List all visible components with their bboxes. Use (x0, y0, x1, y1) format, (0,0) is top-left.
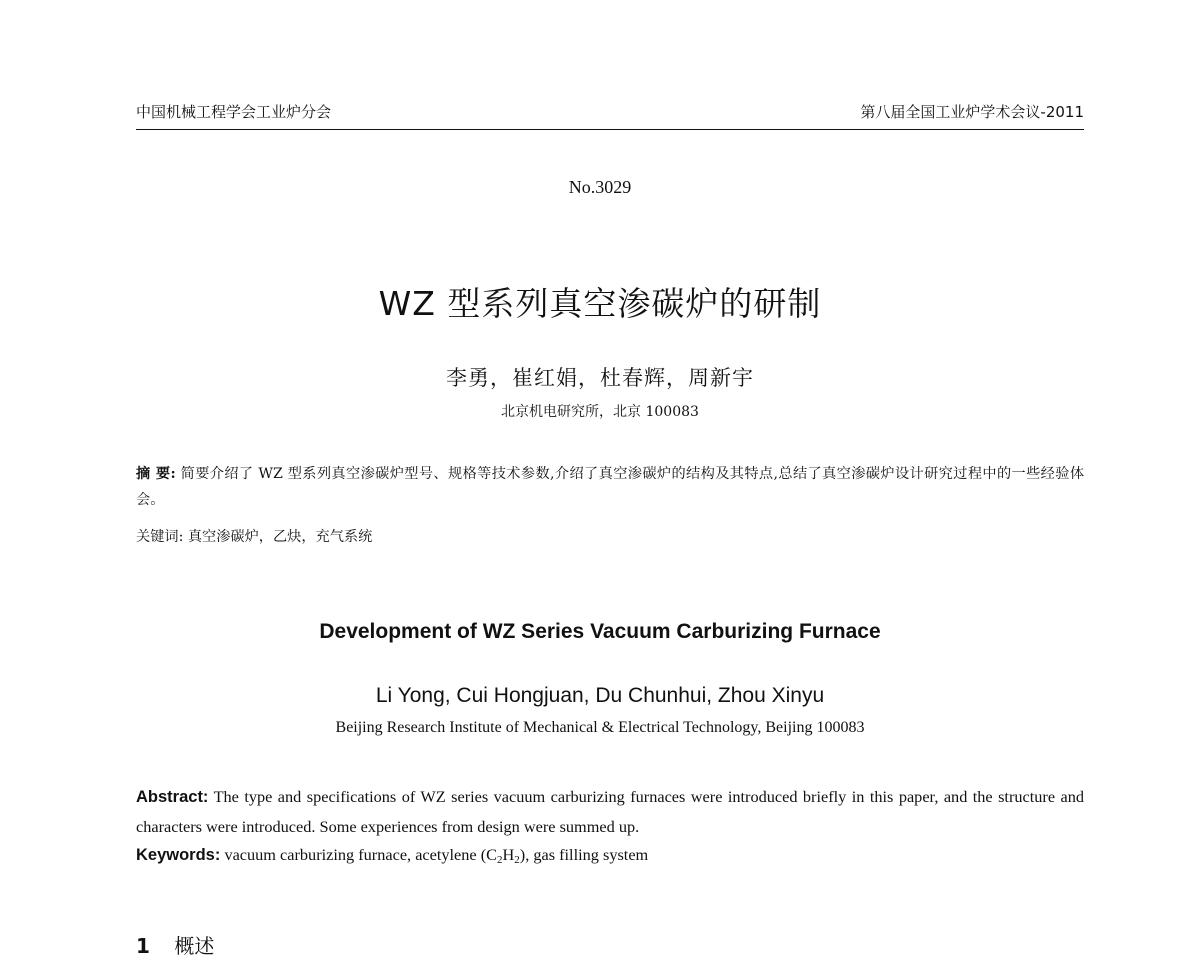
keywords-english-label: Keywords: (136, 846, 221, 864)
authors-english: Li Yong, Cui Hongjuan, Du Chunhui, Zhou Xinyu (375, 684, 825, 707)
running-header (136, 102, 1084, 128)
abstract-chinese-text: 简要介绍了 WZ 型系列真空渗碳炉型号、规格等技术参数,介绍了真空渗碳炉的结构及其特点,总结了真空渗碳炉设计研究过程中的一些经验体会。 (136, 466, 1085, 508)
authors-chinese: 李勇，崔红娟，杜春辉，周新宇 (446, 366, 754, 390)
section-number: 1 (136, 934, 150, 958)
keywords-subscript: 2 (497, 854, 503, 866)
keywords-subscript: 2 (514, 854, 520, 866)
header-society: 中国机械工程学会工业炉分会 (136, 103, 332, 121)
abstract-english-label: Abstract: (136, 788, 209, 806)
keywords-text-part: ), gas filling system (519, 845, 649, 864)
abstract-chinese-label: 摘 要: (136, 466, 176, 482)
keywords-text-part: vacuum carburizing furnace, acetylene (C (224, 845, 498, 864)
section-heading (136, 932, 536, 960)
affiliation-english: Beijing Research Institute of Mechanical & Electrical Technology, Beijing 100083 (335, 719, 865, 736)
keywords-chinese-text: 真空渗碳炉，乙炔，充气系统 (187, 529, 373, 545)
title-chinese: WZ 型系列真空渗碳炉的研制 (378, 284, 822, 323)
section-title: 概述 (174, 934, 215, 958)
title-english: Development of WZ Series Vacuum Carburizing Furnace (319, 620, 881, 643)
keywords-english (136, 843, 1084, 867)
header-conference: 第八届全国工业炉学术会议-2011 (860, 103, 1084, 121)
paper-number: No.3029 (568, 177, 632, 197)
abstract-english-text: The type and specifications of WZ series vacuum carburizing furnaces were introduced briefly in this paper, and the structure and characters were introduced. Some experiences from design were summed up. (136, 787, 1085, 836)
keywords-english-text (224, 845, 648, 864)
keywords-chinese-label: 关键词: (136, 529, 184, 545)
abstract-chinese (136, 461, 1084, 513)
header-rule (136, 129, 1084, 130)
keywords-chinese (136, 526, 1084, 548)
abstract-english (136, 782, 1084, 842)
affiliation-chinese: 北京机电研究所，北京 100083 (501, 404, 699, 420)
keywords-text-part: H (502, 845, 515, 864)
